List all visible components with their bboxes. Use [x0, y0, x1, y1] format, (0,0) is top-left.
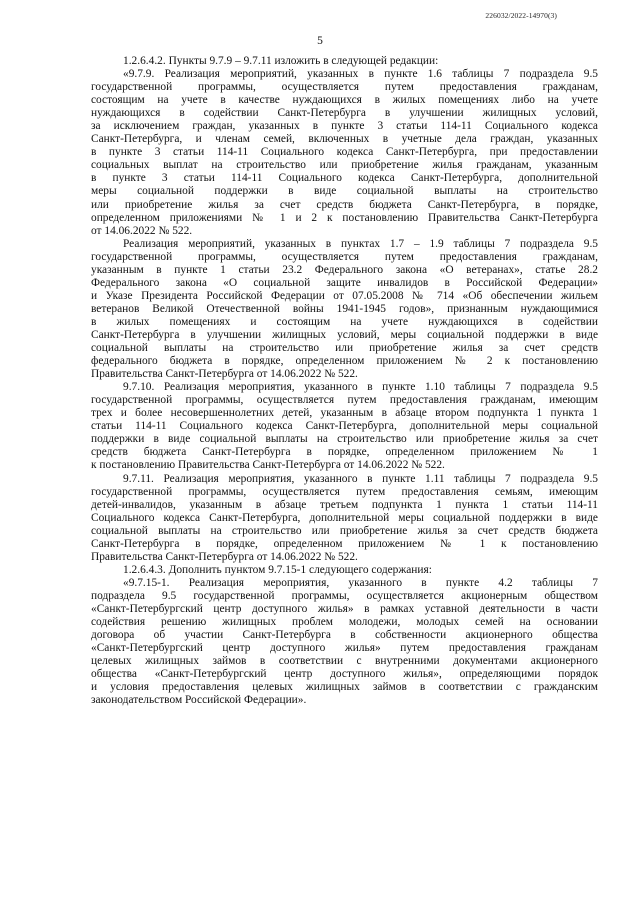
text-line: Правительства Санкт-Петербурга от 14.06.2022 № 522. [91, 550, 358, 563]
text-line: в жилых помещениях и состоящим на учете нуждающихся в содействии [91, 315, 598, 328]
text-line: общества «Санкт-Петербургский центр доступного жилья», определяющими порядок [91, 668, 598, 681]
text-line: трех и более несовершеннолетних детей, указанным в абзаце втором подпункта 1 пункта 1 [91, 407, 598, 420]
text-line: социальной выплаты на строительство или приобретение жилья за счет средств бюджета [91, 524, 598, 537]
text-line: социальных выплат на строительство или приобретение жилья гражданам, указанным [91, 159, 598, 172]
text-line: средств бюджета Санкт-Петербурга в порядке, определенном приложением № 1 [91, 446, 598, 459]
text-line: состоящим на учете в качестве нуждающихся в жилых помещениях либо на учете [91, 94, 598, 107]
text-line: законодательством Российской Федерации». [91, 694, 307, 707]
text-line: «9.7.15-1. Реализация мероприятия, указанного в пункте 4.2 таблицы 7 [123, 576, 598, 589]
text-line: «Санкт-Петербургский центр доступного жилья» в рамках уставной деятельности в части [91, 602, 598, 615]
text-line: подраздела 9.5 государственной программы, осуществляется акционерным обществом [91, 589, 598, 602]
document-body [91, 55, 598, 707]
text-line: Реализация мероприятий, указанных в пунктах 1.7 – 1.9 таблицы 7 подраздела 9.5 [123, 237, 598, 250]
text-line: в пункте 3 статьи 114-11 Социального кодекса Санкт-Петербурга, при предоставлении [91, 146, 598, 159]
paragraph [91, 577, 598, 707]
text-line: государственной программы, осуществляется путем предоставления гражданам, имеющим [91, 394, 598, 407]
text-line: Федерального закона «О социальной защите инвалидов в Российской Федерации» [91, 276, 598, 289]
text-line: договора об участии Санкт-Петербурга в собственности акционерного общества [91, 629, 598, 642]
text-line: целевых жилищных займов в соответствии с внутренними документами акционерного [91, 655, 598, 668]
text-line: содействия решению жилищных проблем молодежи, молодых семей на основании [91, 616, 598, 629]
paragraph [91, 238, 598, 382]
text-line: Социального кодекса Санкт-Петербурга, дополнительной меры социальной поддержки в виде [91, 511, 598, 524]
paragraph [91, 68, 598, 238]
text-line: Санкт-Петербурга в улучшении жилищных условий, меры социальной поддержки в виде [91, 328, 598, 341]
text-line: и условия предоставления целевых жилищных займов в соответствии с гражданским [91, 681, 598, 694]
document-id: 226032/2022-14970(3) [485, 11, 557, 20]
page-number: 5 [317, 35, 323, 47]
text-line: статьи 114-11 Социального кодекса Санкт-Петербурга, дополнительной меры социальной [91, 420, 598, 433]
text-line: государственной программы, осуществляется путем предоставления гражданам, [91, 81, 598, 94]
text-line: федерального бюджета в порядке, определенном приложением № 2 к постановлению [91, 355, 598, 368]
paragraph [91, 381, 598, 472]
text-line: к постановлению Правительства Санкт-Петербурга от 14.06.2022 № 522. [91, 459, 445, 472]
text-line: 9.7.11. Реализация мероприятия, указанного в пункте 1.11 таблицы 7 подраздела 9.5 [123, 472, 598, 485]
text-line: детей-инвалидов, указанным в абзаце третьем подпункта 1 пункта 1 статьи 114-11 [91, 498, 598, 511]
text-line: государственной программы, осуществляется путем предоставления гражданам, [91, 250, 598, 263]
text-line: в пункте 3 статьи 114-11 Социального кодекса Санкт-Петербурга, дополнительной [91, 172, 598, 185]
text-line: и Указе Президента Российской Федерации от 07.05.2008 № 714 «Об обеспечении жильем [91, 289, 598, 302]
text-line: от 14.06.2022 № 522. [91, 224, 193, 237]
paragraph [91, 564, 598, 577]
text-line: определенном приложениями № 1 и 2 к постановлению Правительства Санкт-Петербурга [91, 211, 598, 224]
text-line: 1.2.6.4.3. Дополнить пунктом 9.7.15-1 следующего содержания: [123, 563, 432, 576]
text-line: 1.2.6.4.2. Пункты 9.7.9 – 9.7.11 изложить в следующей редакции: [123, 55, 439, 67]
text-line: нуждающихся в содействии Санкт-Петербурга в улучшении жилищных условий, [91, 107, 598, 120]
text-line: 9.7.10. Реализация мероприятия, указанного в пункте 1.10 таблицы 7 подраздела 9.5 [123, 381, 598, 394]
text-line: Правительства Санкт-Петербурга от 14.06.2022 № 522. [91, 368, 358, 381]
text-line: Санкт-Петербурга в порядке, определенном приложением № 1 к постановлению [91, 537, 598, 550]
text-line: ветеранов Великой Отечественной войны 1941-1945 годов», признанным нуждающимися [91, 302, 598, 315]
text-line: или приобретение жилья за счет средств бюджета Санкт-Петербурга, в порядке, [91, 198, 598, 211]
text-line: поддержки в виде социальной выплаты на строительство или приобретение жилья за счет [91, 433, 598, 446]
text-line: государственной программы, осуществляется путем предоставления семьям, имеющим [91, 485, 598, 498]
text-line: «9.7.9. Реализация мероприятий, указанных в пункте 1.6 таблицы 7 подраздела 9.5 [123, 68, 598, 81]
text-line: Санкт-Петербурга, и членам семей, включенных в учетные дела граждан, указанных [91, 133, 598, 146]
text-line: указанным в пункте 1 статьи 23.2 Федерального закона «О ветеранах», статье 28.2 [91, 263, 598, 276]
paragraph [91, 473, 598, 564]
text-line: социальной выплаты на строительство или приобретение жилья за счет средств [91, 342, 598, 355]
text-line: «Санкт-Петербургский центр доступного жилья» путем предоставления гражданам [91, 642, 598, 655]
text-line: меры социальной поддержки в виде социальной выплаты на строительство [91, 185, 598, 198]
text-line: за исключением граждан, указанных в пункте 3 статьи 114-11 Социального кодекса [91, 120, 598, 133]
paragraph [91, 55, 598, 68]
